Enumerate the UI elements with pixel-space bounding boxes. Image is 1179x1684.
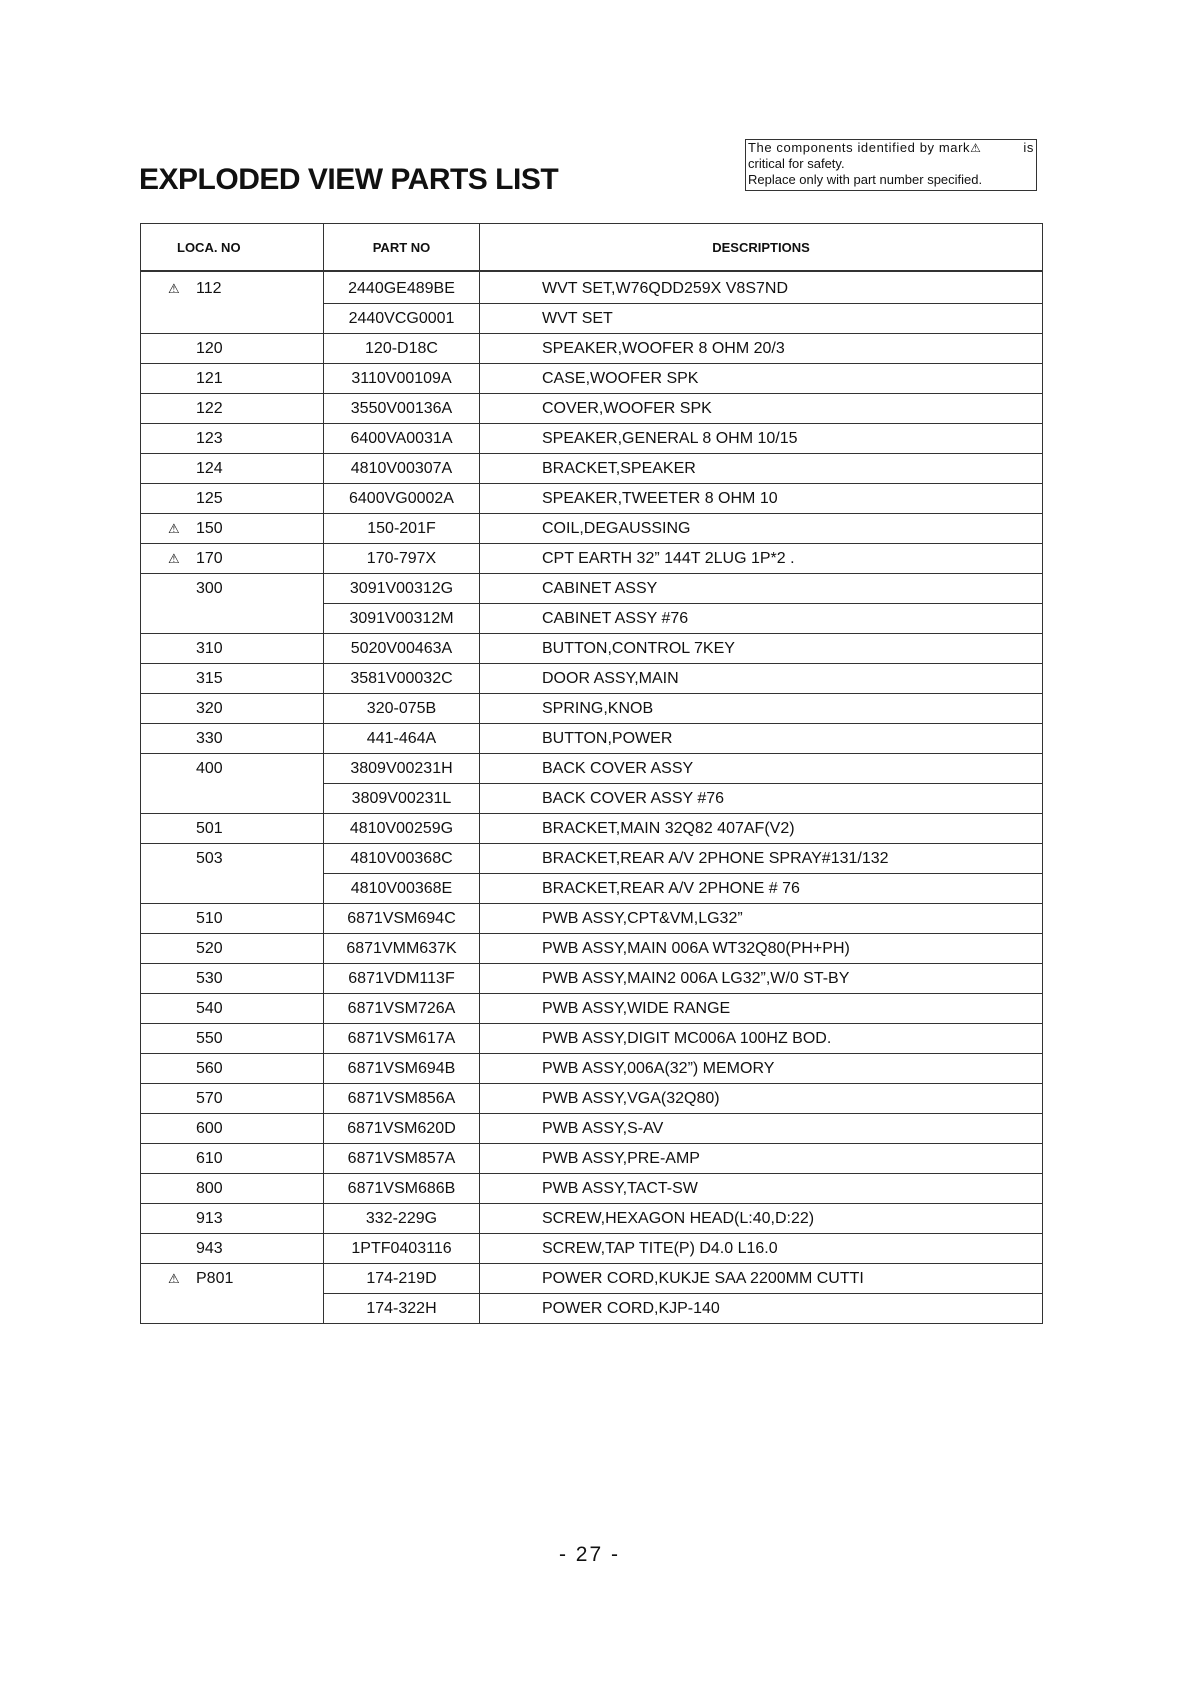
loca-wrapper [141, 1180, 223, 1198]
header-descriptions: DESCRIPTIONS [480, 224, 1043, 272]
cell-part-no: 6871VSM686B [324, 1174, 480, 1204]
cell-description: WVT SET [480, 304, 1043, 334]
cell-loca-no [141, 1144, 324, 1174]
cell-loca-no [141, 724, 324, 754]
table-row [141, 694, 1043, 724]
cell-loca-no [141, 1114, 324, 1144]
cell-part-no: 6871VSM856A [324, 1084, 480, 1114]
cell-description: SPEAKER,WOOFER 8 OHM 20/3 [480, 334, 1043, 364]
cell-part-no: 2440VCG0001 [324, 304, 480, 334]
table-header-row [141, 224, 1043, 272]
cell-loca-no [141, 814, 324, 844]
header-loca-no: LOCA. NO [141, 224, 324, 272]
cell-description: BRACKET,REAR A/V 2PHONE # 76 [480, 874, 1043, 904]
cell-part-no: 1PTF0403116 [324, 1234, 480, 1264]
cell-part-no: 3091V00312M [324, 604, 480, 634]
loca-no-text: 330 [196, 729, 223, 747]
warning-triangle-icon: ⚠ [168, 280, 180, 296]
cell-description: CABINET ASSY #76 [480, 604, 1043, 634]
notice-line-3: Replace only with part number specified. [748, 172, 983, 187]
cell-loca-no [141, 304, 324, 334]
warning-triangle-icon: ⚠ [168, 1270, 180, 1286]
loca-wrapper [141, 760, 223, 778]
loca-wrapper [141, 370, 223, 388]
notice-line-1 [748, 140, 1034, 156]
warning-triangle-icon: ⚠ [168, 520, 180, 536]
cell-loca-no [141, 544, 324, 574]
table-row [141, 844, 1043, 874]
loca-wrapper [141, 490, 223, 508]
loca-no-text: 550 [196, 1029, 223, 1047]
cell-description: PWB ASSY,CPT&VM,LG32” [480, 904, 1043, 934]
loca-no-text: 520 [196, 939, 223, 957]
cell-loca-no [141, 514, 324, 544]
cell-loca-no [141, 604, 324, 634]
loca-wrapper [141, 1240, 223, 1258]
table-row [141, 1294, 1043, 1324]
table-row [141, 1114, 1043, 1144]
loca-wrapper [141, 1270, 233, 1288]
table-row [141, 634, 1043, 664]
cell-loca-no [141, 784, 324, 814]
table-row [141, 964, 1043, 994]
table-row [141, 1054, 1043, 1084]
cell-loca-no [141, 394, 324, 424]
cell-part-no: 6871VDM113F [324, 964, 480, 994]
safety-notice [745, 139, 1037, 191]
table-row [141, 484, 1043, 514]
loca-wrapper [141, 430, 223, 448]
cell-loca-no [141, 664, 324, 694]
cell-part-no: 6400VG0002A [324, 484, 480, 514]
cell-description: BUTTON,CONTROL 7KEY [480, 634, 1043, 664]
loca-wrapper [141, 820, 223, 838]
loca-wrapper [141, 850, 223, 868]
table-row [141, 994, 1043, 1024]
loca-wrapper [141, 640, 223, 658]
cell-part-no: 4810V00368E [324, 874, 480, 904]
table-row [141, 364, 1043, 394]
loca-wrapper [141, 460, 223, 478]
loca-no-text: 540 [196, 999, 223, 1017]
loca-wrapper [141, 1030, 223, 1048]
cell-loca-no [141, 634, 324, 664]
table-row [141, 814, 1043, 844]
loca-wrapper [141, 1210, 223, 1228]
warning-triangle-icon: ⚠ [970, 141, 982, 155]
cell-part-no: 174-219D [324, 1264, 480, 1294]
table-row [141, 604, 1043, 634]
cell-description: CABINET ASSY [480, 574, 1043, 604]
cell-loca-no [141, 1294, 324, 1324]
loca-wrapper [141, 1150, 223, 1168]
notice-text-end: is [1023, 140, 1034, 155]
loca-no-text: 112 [196, 279, 222, 297]
cell-description: PWB ASSY,S-AV [480, 1114, 1043, 1144]
cell-loca-no [141, 964, 324, 994]
loca-no-text: 610 [196, 1149, 223, 1167]
cell-part-no: 6871VSM694C [324, 904, 480, 934]
loca-wrapper [141, 550, 223, 568]
loca-no-text: 503 [196, 849, 223, 867]
loca-wrapper [141, 280, 222, 298]
cell-loca-no [141, 1084, 324, 1114]
cell-description: SPEAKER,GENERAL 8 OHM 10/15 [480, 424, 1043, 454]
cell-loca-no [141, 424, 324, 454]
cell-description: DOOR ASSY,MAIN [480, 664, 1043, 694]
table-row [141, 514, 1043, 544]
cell-part-no: 320-075B [324, 694, 480, 724]
cell-description: COIL,DEGAUSSING [480, 514, 1043, 544]
page-number: - 27 - [558, 1543, 620, 1566]
cell-description: PWB ASSY,DIGIT MC006A 100HZ BOD. [480, 1024, 1043, 1054]
loca-no-text: 120 [196, 339, 223, 357]
cell-part-no: 170-797X [324, 544, 480, 574]
cell-description: PWB ASSY,WIDE RANGE [480, 994, 1043, 1024]
loca-wrapper [141, 970, 223, 988]
table-row [141, 754, 1043, 784]
cell-description: CPT EARTH 32” 144T 2LUG 1P*2 . [480, 544, 1043, 574]
cell-part-no: 174-322H [324, 1294, 480, 1324]
table-row [141, 1234, 1043, 1264]
cell-part-no: 150-201F [324, 514, 480, 544]
table-row [141, 574, 1043, 604]
cell-loca-no [141, 574, 324, 604]
cell-description: POWER CORD,KUKJE SAA 2200MM CUTTI [480, 1264, 1043, 1294]
cell-description: POWER CORD,KJP-140 [480, 1294, 1043, 1324]
cell-part-no: 3550V00136A [324, 394, 480, 424]
loca-no-text: 600 [196, 1119, 223, 1137]
parts-table [140, 223, 1043, 1324]
loca-no-text: 913 [196, 1209, 223, 1227]
cell-loca-no [141, 874, 324, 904]
cell-description: PWB ASSY,VGA(32Q80) [480, 1084, 1043, 1114]
table-row [141, 271, 1043, 304]
cell-description: PWB ASSY,PRE-AMP [480, 1144, 1043, 1174]
cell-part-no: 332-229G [324, 1204, 480, 1234]
cell-description: WVT SET,W76QDD259X V8S7ND [480, 271, 1043, 304]
cell-part-no: 3581V00032C [324, 664, 480, 694]
cell-part-no: 6871VMM637K [324, 934, 480, 964]
cell-loca-no [141, 1054, 324, 1084]
table-row [141, 934, 1043, 964]
table-row [141, 664, 1043, 694]
cell-loca-no [141, 1024, 324, 1054]
cell-loca-no [141, 1174, 324, 1204]
loca-no-text: P801 [196, 1269, 234, 1287]
cell-description: PWB ASSY,006A(32”) MEMORY [480, 1054, 1043, 1084]
table-row [141, 1144, 1043, 1174]
loca-wrapper [141, 940, 223, 958]
cell-description: BRACKET,SPEAKER [480, 454, 1043, 484]
table-row [141, 724, 1043, 754]
cell-loca-no [141, 334, 324, 364]
loca-no-text: 800 [196, 1179, 223, 1197]
loca-no-text: 315 [196, 669, 223, 687]
loca-no-text: 320 [196, 699, 223, 717]
table-row [141, 1174, 1043, 1204]
table-row [141, 334, 1043, 364]
cell-description: SPRING,KNOB [480, 694, 1043, 724]
cell-loca-no [141, 934, 324, 964]
loca-no-text: 560 [196, 1059, 223, 1077]
loca-no-text: 501 [196, 819, 223, 837]
cell-part-no: 4810V00368C [324, 844, 480, 874]
cell-description: PWB ASSY,TACT-SW [480, 1174, 1043, 1204]
loca-no-text: 170 [196, 549, 223, 567]
table-row [141, 1204, 1043, 1234]
table-row [141, 904, 1043, 934]
loca-wrapper [141, 670, 223, 688]
notice-line-2: critical for safety. [748, 156, 845, 171]
table-row [141, 424, 1043, 454]
cell-loca-no [141, 844, 324, 874]
cell-description: PWB ASSY,MAIN 006A WT32Q80(PH+PH) [480, 934, 1043, 964]
cell-part-no: 4810V00259G [324, 814, 480, 844]
cell-loca-no [141, 454, 324, 484]
cell-loca-no [141, 1204, 324, 1234]
cell-description: BUTTON,POWER [480, 724, 1043, 754]
cell-part-no: 6871VSM857A [324, 1144, 480, 1174]
notice-text: The components identified by mark [748, 140, 971, 155]
table-row [141, 394, 1043, 424]
cell-description: BRACKET,REAR A/V 2PHONE SPRAY#131/132 [480, 844, 1043, 874]
cell-loca-no [141, 1264, 324, 1294]
table-row [141, 1024, 1043, 1054]
loca-no-text: 150 [196, 519, 223, 537]
table-row [141, 1084, 1043, 1114]
cell-part-no: 4810V00307A [324, 454, 480, 484]
cell-part-no: 6871VSM694B [324, 1054, 480, 1084]
cell-part-no: 3091V00312G [324, 574, 480, 604]
loca-wrapper [141, 1120, 223, 1138]
cell-description: BACK COVER ASSY [480, 754, 1043, 784]
cell-description: COVER,WOOFER SPK [480, 394, 1043, 424]
loca-wrapper [141, 340, 223, 358]
warning-triangle-icon: ⚠ [168, 550, 180, 566]
cell-loca-no [141, 904, 324, 934]
cell-part-no: 3110V00109A [324, 364, 480, 394]
loca-wrapper [141, 580, 223, 598]
loca-wrapper [141, 700, 223, 718]
cell-description: BACK COVER ASSY #76 [480, 784, 1043, 814]
cell-loca-no [141, 694, 324, 724]
cell-loca-no [141, 994, 324, 1024]
loca-no-text: 124 [196, 459, 223, 477]
loca-no-text: 122 [196, 399, 223, 417]
cell-description: SCREW,HEXAGON HEAD(L:40,D:22) [480, 1204, 1043, 1234]
loca-no-text: 121 [196, 369, 223, 387]
page-title: EXPLODED VIEW PARTS LIST [139, 163, 559, 196]
loca-no-text: 530 [196, 969, 223, 987]
loca-wrapper [141, 520, 223, 538]
loca-wrapper [141, 910, 223, 928]
cell-part-no: 6871VSM620D [324, 1114, 480, 1144]
cell-loca-no [141, 271, 324, 304]
loca-no-text: 943 [196, 1239, 223, 1257]
loca-no-text: 300 [196, 579, 223, 597]
cell-description: BRACKET,MAIN 32Q82 407AF(V2) [480, 814, 1043, 844]
loca-no-text: 400 [196, 759, 223, 777]
cell-description: SCREW,TAP TITE(P) D4.0 L16.0 [480, 1234, 1043, 1264]
cell-loca-no [141, 364, 324, 394]
cell-part-no: 6871VSM617A [324, 1024, 480, 1054]
loca-wrapper [141, 1090, 223, 1108]
cell-part-no: 441-464A [324, 724, 480, 754]
cell-part-no: 2440GE489BE [324, 271, 480, 304]
loca-wrapper [141, 730, 223, 748]
cell-description: PWB ASSY,MAIN2 006A LG32”,W/0 ST-BY [480, 964, 1043, 994]
cell-loca-no [141, 484, 324, 514]
header-part-no: PART NO [324, 224, 480, 272]
table-body [141, 271, 1043, 1324]
loca-wrapper [141, 1000, 223, 1018]
loca-no-text: 510 [196, 909, 223, 927]
cell-part-no: 6400VA0031A [324, 424, 480, 454]
loca-wrapper [141, 400, 223, 418]
loca-no-text: 310 [196, 639, 223, 657]
cell-part-no: 5020V00463A [324, 634, 480, 664]
table-row [141, 784, 1043, 814]
cell-part-no: 120-D18C [324, 334, 480, 364]
table-row [141, 874, 1043, 904]
table-row [141, 1264, 1043, 1294]
cell-part-no: 3809V00231L [324, 784, 480, 814]
table-row [141, 454, 1043, 484]
loca-no-text: 123 [196, 429, 223, 447]
cell-part-no: 3809V00231H [324, 754, 480, 784]
loca-no-text: 570 [196, 1089, 223, 1107]
cell-part-no: 6871VSM726A [324, 994, 480, 1024]
loca-wrapper [141, 1060, 223, 1078]
cell-description: SPEAKER,TWEETER 8 OHM 10 [480, 484, 1043, 514]
cell-description: CASE,WOOFER SPK [480, 364, 1043, 394]
cell-loca-no [141, 1234, 324, 1264]
loca-no-text: 125 [196, 489, 223, 507]
table-row [141, 544, 1043, 574]
table-row [141, 304, 1043, 334]
cell-loca-no [141, 754, 324, 784]
